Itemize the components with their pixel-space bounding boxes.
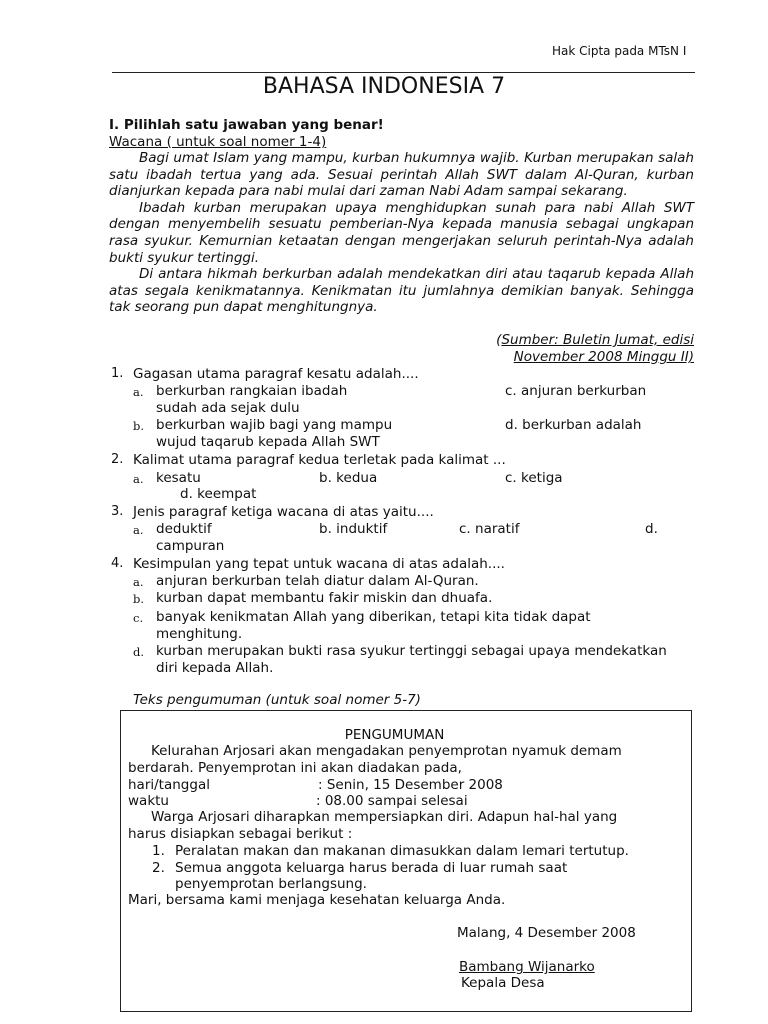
q2-option-b[interactable] bbox=[319, 470, 377, 486]
source-open-paren: ( bbox=[496, 332, 502, 348]
date-value: : Senin, 15 Desember 2008 bbox=[318, 777, 503, 793]
copyright-text: Hak Cipta pada MTsN I bbox=[552, 44, 687, 58]
item-2-text-cont: penyemprotan berlangsung. bbox=[175, 876, 367, 892]
q3-option-c[interactable] bbox=[459, 521, 519, 537]
passage-paragraph-2: Ibadah kurban merupakan upaya menghidupkan sunah para nabi Allah SWT dengan menyembelih sesuatu pemberian-Nya kepada manusia sebagai ungkapan rasa syukur. Kemurnian ketaatan dengan mengerjakan seluruh perintah-Nya adalah bukti syukur tertinggi. bbox=[109, 199, 694, 266]
passage-paragraph-1: Bagi umat Islam yang mampu, kurban hukumnya wajib. Kurban merupakan salah satu ibadah tertua yang ada. Sesuai perintah Allah SWT dalam Al-Quran, kurban dianjurkan kepada para nabi mulai dari zaman Nabi Adam sampai sekarang. bbox=[109, 150, 694, 200]
q3-option-d-text[interactable]: campuran bbox=[156, 538, 225, 554]
q1-option-d-text: berkurban adalah bbox=[522, 417, 642, 433]
q3-option-c-letter: c. bbox=[459, 521, 471, 537]
passage-paragraph-3: Di antara hikmah berkurban adalah mendekatkan diri atau taqarub kepada Allah atas segala kenikmatannya. Kenikmatan itu jumlahnya demikian banyak. Sehingga tak seorang pun dapat menghitungnya. bbox=[109, 266, 694, 316]
q2-option-c-letter: c. bbox=[505, 470, 517, 486]
announcement-line-3: Warga Arjosari diharapkan mempersiapkan diri. Adapun hal-hal yang bbox=[151, 809, 618, 825]
question-4-number: 4. bbox=[111, 556, 124, 571]
announcement-line-1: Kelurahan Arjosari akan mengadakan penyemprotan nyamuk demam bbox=[151, 743, 622, 759]
header-divider bbox=[112, 72, 695, 73]
instruction-heading: I. Pilihlah satu jawaban yang benar! bbox=[109, 117, 384, 133]
q1-option-b-cont: wujud taqarub kepada Allah SWT bbox=[156, 434, 380, 450]
q4-option-c-letter: c. bbox=[133, 611, 144, 625]
wacana-label: Wacana ( untuk soal nomer 1-4) bbox=[109, 134, 327, 150]
place-date: Malang, 4 Desember 2008 bbox=[457, 925, 636, 941]
item-2-text: Semua anggota keluarga harus berada di luar rumah saat bbox=[175, 860, 568, 876]
q3-option-a[interactable]: deduktif bbox=[156, 521, 212, 537]
q1-option-a-letter: a. bbox=[133, 385, 144, 399]
question-4-text: Kesimpulan yang tepat untuk wacana di atas adalah.... bbox=[133, 556, 505, 572]
item-1-number: 1. bbox=[152, 843, 165, 859]
q2-option-b-text: kedua bbox=[336, 470, 378, 486]
signer-name: Bambang Wijanarko bbox=[459, 959, 595, 975]
q2-option-a[interactable]: kesatu bbox=[156, 470, 201, 486]
reading-passage bbox=[109, 150, 694, 316]
announcement-title-text: PENGUMUMAN bbox=[344, 727, 445, 743]
source-citation-line-1 bbox=[496, 332, 694, 348]
q1-option-c-letter: c. bbox=[505, 383, 517, 399]
q2-option-d-text: keempat bbox=[197, 486, 257, 502]
q3-option-a-letter: a. bbox=[133, 523, 144, 537]
q1-option-c-text: anjuran berkurban bbox=[521, 383, 647, 399]
question-1-text: Gagasan utama paragraf kesatu adalah.... bbox=[133, 366, 419, 382]
announcement-line-2: berdarah. Penyemprotan ini akan diadakan pada, bbox=[128, 760, 462, 776]
q2-option-a-letter: a. bbox=[133, 472, 144, 486]
question-3-number: 3. bbox=[111, 504, 124, 519]
q4-option-a[interactable]: anjuran berkurban telah diatur dalam Al-Quran. bbox=[156, 573, 479, 589]
item-2-number: 2. bbox=[152, 860, 165, 876]
question-3-text: Jenis paragraf ketiga wacana di atas yaitu.... bbox=[133, 504, 434, 520]
q1-option-b[interactable]: berkurban wajib bagi yang mampu bbox=[156, 417, 393, 433]
q4-option-a-letter: a. bbox=[133, 575, 144, 589]
q2-option-b-letter: b. bbox=[319, 470, 332, 486]
q3-option-b-text: induktif bbox=[336, 521, 388, 537]
signer-title: Kepala Desa bbox=[461, 975, 545, 991]
q3-option-b-letter: b. bbox=[319, 521, 332, 537]
q2-option-c[interactable] bbox=[505, 470, 563, 486]
q4-option-b-letter: b. bbox=[133, 592, 145, 606]
announcement-label: Teks pengumuman (untuk soal nomer 5-7) bbox=[133, 692, 421, 708]
q2-option-c-text: ketiga bbox=[521, 470, 563, 486]
page-title: BAHASA INDONESIA 7 bbox=[262, 74, 506, 99]
q4-option-b[interactable]: kurban dapat membantu fakir miskin dan dhuafa. bbox=[156, 590, 493, 606]
announcement-title bbox=[0, 727, 768, 743]
q3-option-c-text: naratif bbox=[475, 521, 520, 537]
item-1-text: Peralatan makan dan makanan dimasukkan dalam lemari tertutup. bbox=[175, 843, 629, 859]
q4-option-c-cont: menghitung. bbox=[156, 626, 243, 642]
q4-option-d-cont: diri kepada Allah. bbox=[156, 660, 274, 676]
q1-option-a-cont: sudah ada sejak dulu bbox=[156, 400, 300, 416]
q1-option-d[interactable] bbox=[505, 417, 642, 433]
source-citation-line-2: November 2008 Minggu II) bbox=[513, 349, 694, 365]
q2-option-d-letter: d. bbox=[180, 486, 193, 502]
announcement-line-4: harus disiapkan sebagai berikut : bbox=[128, 826, 353, 842]
q1-option-c[interactable] bbox=[505, 383, 646, 399]
date-label: hari/tanggal bbox=[128, 777, 210, 793]
question-2-number: 2. bbox=[111, 452, 124, 467]
source-text-1: Sumber: Buletin Jumat, edisi bbox=[501, 332, 694, 348]
q4-option-c[interactable]: banyak kenikmatan Allah yang diberikan, tetapi kita tidak dapat bbox=[156, 609, 591, 625]
announcement-closing: Mari, bersama kami menjaga kesehatan keluarga Anda. bbox=[128, 892, 506, 908]
q4-option-d[interactable]: kurban merupakan bukti rasa syukur tertinggi sebagai upaya mendekatkan bbox=[156, 643, 667, 659]
q4-option-d-letter: d. bbox=[133, 645, 145, 659]
q3-option-b[interactable] bbox=[319, 521, 387, 537]
q1-option-b-letter: b. bbox=[133, 419, 145, 433]
q3-option-d-letter[interactable]: d. bbox=[645, 521, 658, 537]
time-label: waktu bbox=[128, 793, 169, 809]
question-2-text: Kalimat utama paragraf kedua terletak pada kalimat ... bbox=[133, 452, 506, 468]
q1-option-a[interactable]: berkurban rangkaian ibadah bbox=[156, 383, 348, 399]
question-1-number: 1. bbox=[111, 366, 124, 381]
q2-option-d[interactable] bbox=[180, 486, 256, 502]
q1-option-d-letter: d. bbox=[505, 417, 518, 433]
time-value: : 08.00 sampai selesai bbox=[316, 793, 468, 809]
